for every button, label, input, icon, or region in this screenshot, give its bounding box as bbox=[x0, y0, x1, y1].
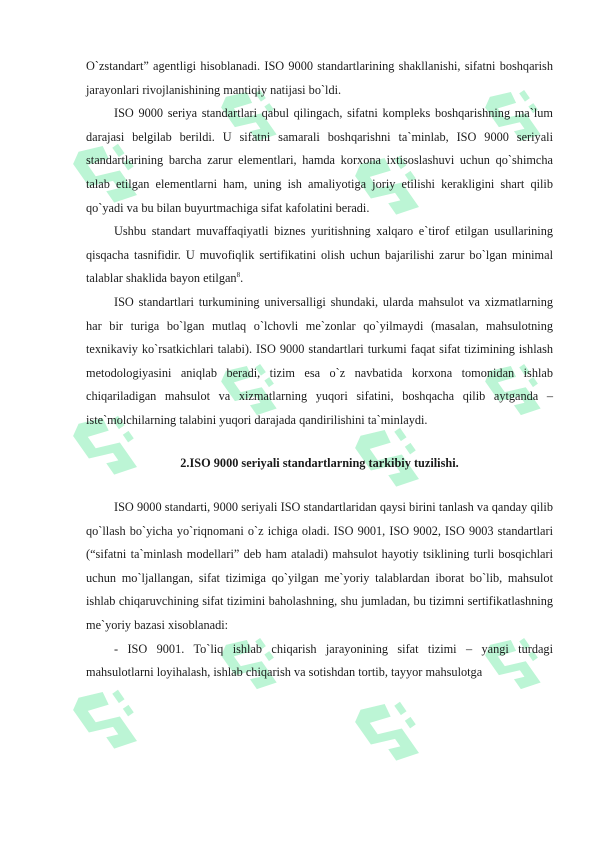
paragraph-1: O`zstandart” agentligi hisoblanadi. ISO 9000 standartlarining shakllanishi, sifatni boshqarish jarayonlari rivojlanishining mantiqiy natijasi bo`ldi. bbox=[86, 59, 553, 97]
paragraph-3 bbox=[86, 220, 553, 291]
paragraph-3-text: Ushbu standart muvaffaqiyatli biznes yuritishning xalqaro e`tirof etilgan usullarining qisqacha tasnifidir. U muvofiqlik sertifikatini olish uchun bajarilishi zarur bo`lgan minimal talablar shaklida bayon etilgan bbox=[86, 224, 553, 286]
paragraph-3-end: . bbox=[240, 271, 244, 286]
section-heading: 2.ISO 9000 seriyali standartlarning tarkibiy tuzilishi. bbox=[180, 455, 459, 470]
paragraph-6: - ISO 9001. To`liq ishlab chiqarish jarayonining sifat tizimi – yangi turdagi mahsulotlarni loyihalash, ishlab chiqarish va sotishdan tortib, tayyor mahsulotga bbox=[86, 641, 553, 680]
document-body bbox=[86, 55, 553, 685]
paragraph-4: ISO standartlari turkumining universalligi shundaki, ularda mahsulot va xizmatlarning har bir turiga bo`lgan mutlaq o`lchovli me`zonlar qo`yilmaydi (masalan, mahsulotning texnikaviy ko`rsatkichlari talabi). ISO 9000 standartlari turkumi faqat sifat tizimining ishlash metodologiyasini aniqlab beradi, tizim esa o`z navbatida korxona tomonidan ishlab chiqariladigan mahsulot va xizmatlarning yuqori sifatini, boshqacha qilib aytganda – iste`molchilarning talabini yuqori darajada qandirilishini ta`minlaydi. bbox=[86, 294, 553, 427]
paragraph-2: ISO 9000 seriya standartlari qabul qilingach, sifatni kompleks boshqarishning ma`lum darajasi belgilab berildi. U sifatni samarali boshqarishni ta`minlab, ISO 9000 seriyali standartlarining barcha zarur elementlari, hamda korxona ixtisoslashuvi uchun qo`shimcha talab etilgan elementlarni ham, uning ish amaliyotiga joriy etilishi kerakligini shart qilib qo`yadi va bu bilan buyurtmachiga sifat kafolatini beradi. bbox=[86, 106, 553, 215]
paragraph-5: ISO 9000 standarti, 9000 seriyali ISO standartlaridan qaysi birini tanlash va qanday qilib qo`llash bo`yicha yo`riqnomani o`z ichiga oladi. ISO 9001, ISO 9002, ISO 9003 standartlari (“sifatni ta`minlash modellari” deb ham ataladi) mahsulot hayotiy tsiklining turli bosqichlari uchun mo`ljallangan, sifat tizimiga qo`yilgan me`yoriy talablardan iborat bo`lib, mahsulot ishlab chiqaruvchining sifat tizimini baholashning, shu jumladan, bu tizimni sertifikatlashning me`yoriy bazasi xisoblanadi: bbox=[86, 500, 553, 633]
footnote-reference[interactable]: 8 bbox=[236, 271, 241, 280]
